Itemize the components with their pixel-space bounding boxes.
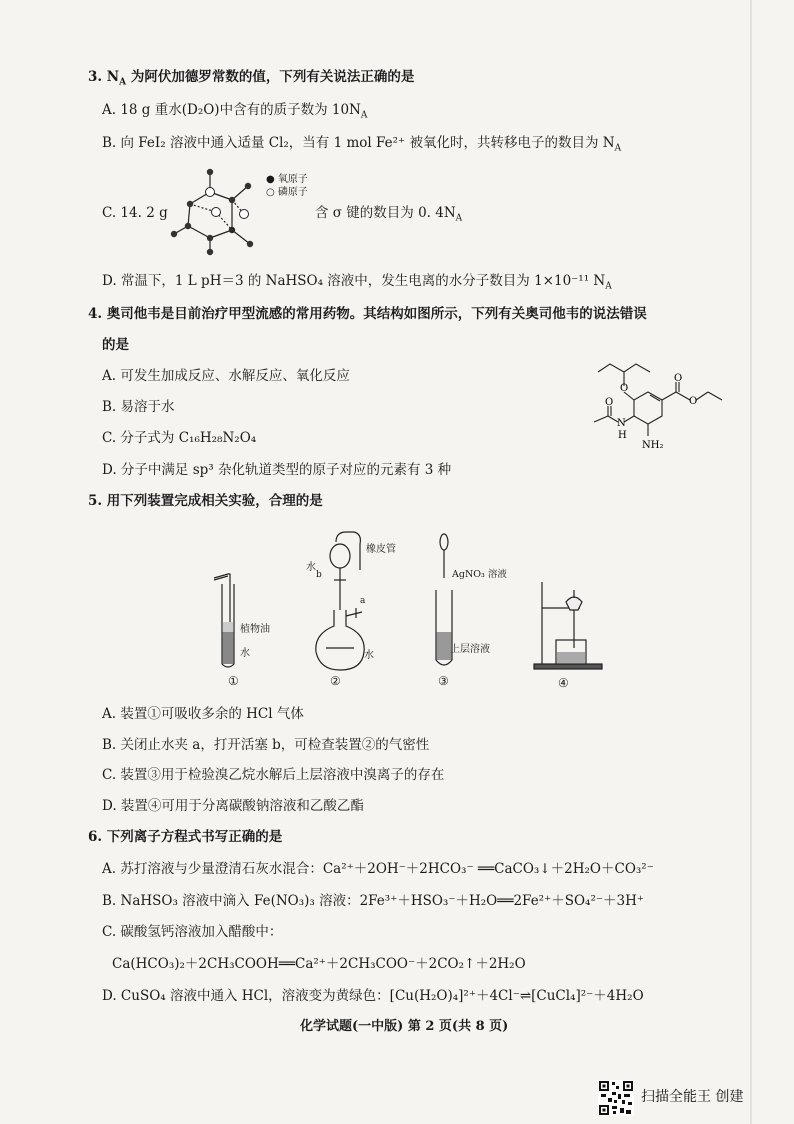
oseltamivir-structure — [590, 360, 730, 460]
scanner-watermark-label: 扫描全能王 创建 — [641, 1089, 744, 1105]
q4-option-a: A. 可发生加成反应、水解反应、氧化反应 — [102, 368, 350, 384]
qr-code-icon — [598, 1080, 634, 1116]
q3-option-b: B. 向 FeI₂ 溶液中通入适量 Cl₂，当有 1 mol Fe²⁺ 被氧化时，共转移电子的数目为 $N_A$ — [102, 135, 622, 154]
struct-nh2: NH₂ — [642, 440, 664, 451]
struct-o1: O — [620, 383, 629, 394]
q6-stem: 6. 下列离子方程式书写正确的是 — [88, 829, 283, 845]
struct-o2: O — [674, 373, 683, 384]
label-oil: 植物油 — [240, 624, 270, 635]
caption-4: ④ — [558, 676, 569, 690]
q6-option-c-equation: Ca(HCO₃)₂＋2CH₃COOH══Ca²⁺＋2CH₃COO⁻＋2CO₂↑＋2H₂O — [112, 956, 526, 972]
q3-option-c-suffix: 含 σ 键的数目为 0. $4N_A$ — [315, 205, 463, 224]
q3-option-d: D. 常温下，1 L pH＝3 的 NaHSO₄ 溶液中，发生电离的水分子数目为 1×10⁻¹¹ $N_A$ — [102, 273, 612, 292]
legend-phosphorus: ○ 磷原子 — [266, 187, 308, 198]
struct-o3: O — [689, 396, 698, 407]
p4o10-molecule-figure — [170, 164, 280, 254]
label-b: b — [316, 570, 322, 580]
q6-option-b: B. NaHSO₃ 溶液中滴入 Fe(NO₃)₃ 溶液：2Fe³⁺＋HSO₃⁻＋H₂O══2Fe²⁺＋SO₄²⁻＋3H⁺ — [102, 893, 644, 909]
label-water-2: 水 — [306, 562, 316, 573]
q3-option-a: A. 18 g 重水(D₂O)中含有的质子数为 $10N_A$ — [102, 102, 368, 121]
label-water-1: 水 — [240, 648, 250, 659]
struct-h: H — [618, 430, 627, 441]
struct-n: N — [617, 418, 626, 429]
q5-stem: 5. 用下列装置完成相关实验，合理的是 — [88, 493, 323, 509]
q4-stem-line2: 的是 — [102, 337, 129, 353]
apparatus-4 — [530, 578, 610, 672]
q6-option-c: C. 碳酸氢钙溶液加入醋酸中： — [102, 924, 283, 940]
q4-option-c: C. 分子式为 C₁₆H₂₈N₂O₄ — [102, 430, 257, 446]
label-a: a — [360, 596, 366, 606]
caption-3: ③ — [438, 674, 449, 688]
label-upper-layer: 上层溶液 — [450, 644, 490, 655]
q5-option-c: C. 装置③用于检验溴乙烷水解后上层溶液中溴离子的存在 — [102, 767, 445, 783]
q5-option-d: D. 装置④可用于分离碳酸钠溶液和乙酸乙酯 — [102, 798, 364, 814]
q3-stem: 3. $N_A$ 为阿伏加德罗常数的值，下列有关说法正确的是 — [88, 69, 415, 88]
q5-option-a: A. 装置①可吸收多余的 HCl 气体 — [102, 706, 304, 722]
q6-option-a: A. 苏打溶液与少量澄清石灰水混合：Ca²⁺＋2OH⁻＋2HCO₃⁻ ══CaCO₃↓＋2H₂O＋CO₃²⁻ — [102, 861, 654, 877]
q4-option-d: D. 分子中满足 sp³ 杂化轨道类型的原子对应的元素有 3 种 — [102, 462, 452, 478]
label-water-3: 水 — [364, 650, 374, 661]
label-rubber-tube: 橡皮管 — [366, 544, 396, 555]
page-edge — [750, 0, 752, 1124]
q4-option-b: B. 易溶于水 — [102, 399, 175, 415]
caption-1: ① — [228, 674, 239, 688]
caption-2: ② — [330, 674, 341, 688]
page-footer: 化学试题(一中版) 第 2 页(共 8 页) — [300, 1019, 509, 1034]
struct-o4: O — [605, 397, 614, 408]
q5-option-b: B. 关闭止水夹 a，打开活塞 b，可检查装置②的气密性 — [102, 737, 430, 753]
legend-oxygen: ● 氧原子 — [266, 174, 308, 185]
q4-stem-line1: 4. 奥司他韦是目前治疗甲型流感的常用药物。其结构如图所示，下列有关奥司他韦的说法错误 — [88, 306, 647, 322]
q3-option-c-prefix: C. 14. 2 g — [102, 205, 168, 221]
q6-option-d: D. CuSO₄ 溶液中通入 HCl，溶液变为黄绿色：[Cu(H₂O)₄]²⁺＋4Cl⁻⇌[CuCl₄]²⁻＋4H₂O — [102, 988, 644, 1004]
label-agno3: AgNO₃ 溶液 — [452, 569, 507, 580]
